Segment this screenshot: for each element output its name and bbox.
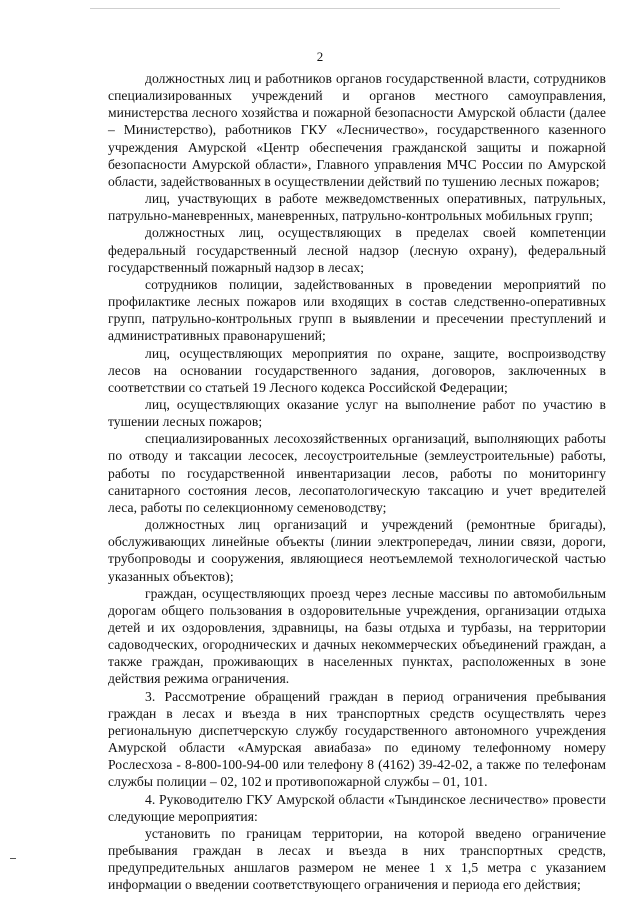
paragraph-citizens-transit: граждан, осуществляющих проезд через лесные массивы по автомобильным дорогам общего пользования в оздоровительные учреждения, организации отдыха детей и их оздоровления, здравницы, на базы отдыха и турбазы, на территории садоводческих, огороднических и дачных некоммерческих объединений граждан, а также граждан, проживающих в населенных пунктах, расположенных в зоне действия режима ограничения. xyxy=(108,585,606,687)
paragraph-mobile-groups: лиц, участвующих в работе межведомственных оперативных, патрульных, патрульно-маневренных, маневренных, патрульно-контрольных мобильных групп; xyxy=(108,191,606,224)
paragraph-warning-signs: установить по границам территории, на которой введено ограничение пребывания граждан в лесах и въезда в них транспортных средств, предупредительных аншлагов размером не менее 1 х 1,5 метра с указанием информации о введении соответствующего ограничения и периода его действия; xyxy=(108,825,606,893)
page-number: 2 xyxy=(316,49,324,64)
document-body xyxy=(108,70,606,894)
paragraph-repair-crews: должностных лиц организаций и учреждений (ремонтные бригады), обслуживающих линейные объекты (линии электропередач, линии связи, дороги, трубопроводы и сооружения, являющиеся неотъемлемой технологической частью указанных объектов); xyxy=(108,517,606,584)
paragraph-forest-protection: лиц, осуществляющих мероприятия по охране, защите, воспроизводству лесов на основании государственного задания, договоров, заключенных в соответствии со статьей 19 Лесного кодекса Российской Федерации; xyxy=(108,345,606,395)
paragraph-officials: должностных лиц и работников органов государственной власти, сотрудников специализированных учреждений и органов местного самоуправления, министерства лесного хозяйства и пожарной безопасности Амурской области (далее – Министерство), работников ГКУ «Лесничество», государственного казенного учреждения Амурской «Центр обеспечения гражданской защиты и пожарной безопасности Амурской области», Главного управления МЧС России по Амурской области, задействованных в осуществлении действий по тушению лесных пожаров; xyxy=(108,71,606,189)
scan-edge-line xyxy=(90,8,560,9)
paragraph-item-3-appeals: 3. Рассмотрение обращений граждан в период ограничения пребывания граждан в лесах и въезда в них транспортных средств осуществлять через региональную диспетчерскую службу государственного автономного учреждения Амурской области «Амурская авиабаза» по единому телефонному номеру Рослесхоза - 8-800-100-94-00 или телефону 8 (4162) 39-42-02, а также по телефонам службы полиции – 02, 102 и противопожарной службы – 01, 101. xyxy=(108,688,606,790)
paragraph-firefighting-services: лиц, осуществляющих оказание услуг на выполнение работ по участию в тушении лесных пожаров; xyxy=(108,396,606,430)
margin-mark xyxy=(10,858,16,859)
paragraph-forest-supervision: должностных лиц, осуществляющих в пределах своей компетенции федеральный государственный лесной надзор (лесную охрану), федеральный государственный пожарный надзор в лесах; xyxy=(108,225,606,275)
paragraph-item-4-measures: 4. Руководителю ГКУ Амурской области «Тындинское лесничество» провести следующие мероприятия: xyxy=(108,791,606,824)
paragraph-police: сотрудников полиции, задействованных в проведении мероприятий по профилактике лесных пожаров или входящих в состав следственно-оперативных групп, патрульно-контрольных групп в выявлении и пресечении преступлений и административных правонарушений; xyxy=(108,276,606,344)
paragraph-forestry-organizations: специализированных лесохозяйственных организаций, выполняющих работы по отводу и таксации лесосек, лесоустроительные (землеустроительные) работы, работы по государственной инвентаризации лесов, работы по мониторингу санитарного состояния лесов, лесопатологическую таксацию и учет вредителей леса, работы по селекционному семеноводству; xyxy=(108,431,606,515)
